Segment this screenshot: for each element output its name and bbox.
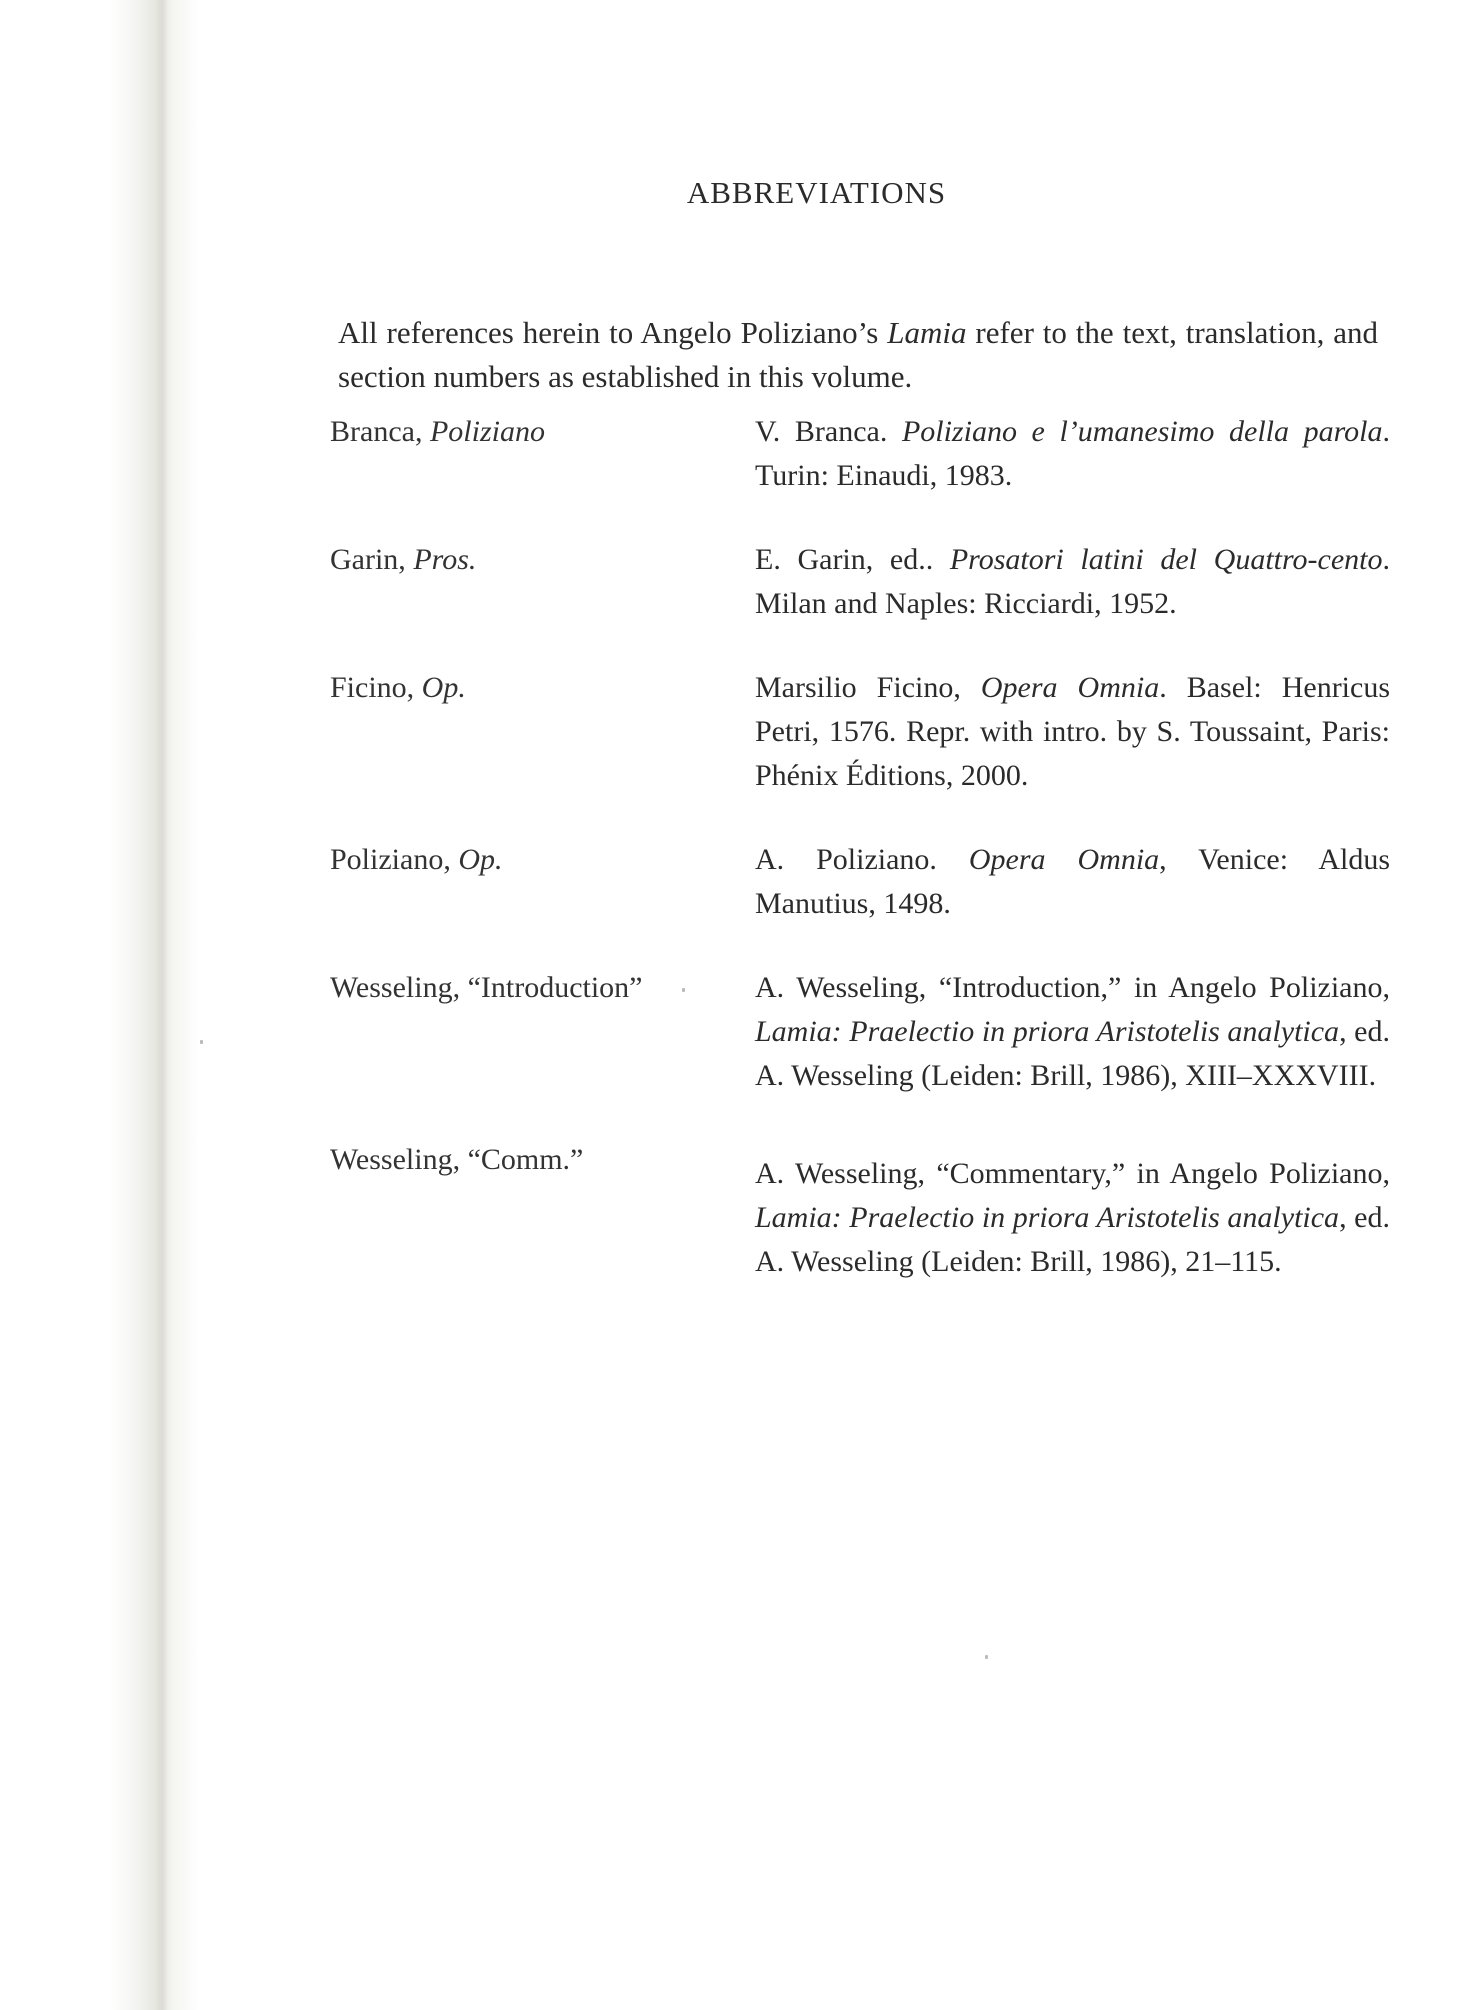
abbr-plain: Garin, — [330, 543, 414, 576]
abbreviation-term — [330, 666, 755, 798]
abbr-plain: Wesseling, “Introduction” — [330, 971, 643, 1004]
abbreviation-entry — [330, 666, 1390, 798]
abbr-plain: Wesseling, “Comm.” — [330, 1143, 584, 1176]
page-fold-line — [157, 0, 167, 2010]
abbreviation-list — [330, 410, 1390, 1324]
abbreviation-entry — [330, 966, 1390, 1098]
ref-part: Marsilio Ficino, — [755, 671, 981, 704]
abbr-plain: Poliziano, — [330, 843, 459, 876]
abbr-italic: Poliziano — [429, 415, 545, 448]
abbr-plain: Ficino, — [330, 671, 422, 704]
book-gutter-shadow — [110, 0, 200, 2010]
abbreviation-term — [330, 1138, 755, 1284]
ref-part: , Venice: Aldus Manutius, 1498. — [755, 843, 1390, 920]
abbreviation-term — [330, 538, 755, 626]
ref-title: Opera Omnia — [980, 671, 1160, 704]
abbreviation-entry — [330, 1138, 1390, 1284]
ref-part: A. Wesseling, “Commentary,” in Angelo Poliziano, — [755, 1157, 1390, 1190]
paper-speck — [985, 1655, 988, 1659]
ref-part: . Turin: Einaudi, 1983. — [755, 415, 1390, 492]
intro-paragraph — [338, 311, 1378, 399]
abbr-italic: Op. — [421, 671, 466, 704]
ref-part: V. Branca. — [755, 415, 902, 448]
abbr-italic: Op. — [458, 843, 503, 876]
abbreviation-term — [330, 838, 755, 926]
abbr-italic: Pros. — [413, 543, 477, 576]
ref-title: Prosatori latini del Quattro-cento — [949, 543, 1383, 576]
ref-part: . Basel: Henricus Petri, 1576. Repr. with intro. by S. Toussaint, Paris: Phénix Éditions, 2000. — [755, 671, 1391, 792]
intro-text-before: All references herein to Angelo Poliziano’s — [338, 315, 888, 350]
ref-title: Lamia: Praelectio in priora Aristotelis analytica — [755, 1201, 1340, 1234]
reference-text — [755, 838, 1390, 926]
ref-part: , ed. A. Wesseling (Leiden: Brill, 1986), XIII–XXXVIII. — [755, 1015, 1390, 1092]
reference-text — [755, 410, 1390, 498]
ref-part: , ed. A. Wesseling (Leiden: Brill, 1986), 21–115. — [755, 1201, 1390, 1278]
abbreviation-entry — [330, 410, 1390, 498]
reference-text — [755, 1138, 1390, 1284]
ref-title: Opera Omnia — [968, 843, 1160, 876]
abbreviation-term — [330, 966, 755, 1098]
ref-title: Lamia: Praelectio in priora Aristotelis analytica — [755, 1015, 1340, 1048]
ref-title: Poliziano e l’umanesimo della parola — [901, 415, 1383, 448]
ref-part: A. Poliziano. — [755, 843, 969, 876]
reference-text — [755, 666, 1390, 798]
abbreviation-entry — [330, 538, 1390, 626]
ref-part: E. Garin, ed.. — [755, 543, 950, 576]
ref-part: . Milan and Naples: Ricciardi, 1952. — [755, 543, 1391, 620]
intro-text-after: refer to the text, translation, and section numbers as established in this volume. — [338, 315, 1378, 394]
intro-text-italic: Lamia — [887, 315, 967, 350]
reference-text — [755, 538, 1390, 626]
abbr-plain: Branca, — [330, 415, 430, 448]
abbreviation-entry — [330, 838, 1390, 926]
reference-text — [755, 966, 1390, 1098]
abbreviation-term — [330, 410, 755, 498]
page-heading: ABBREVIATIONS — [686, 175, 947, 210]
paper-speck — [200, 1040, 203, 1044]
ref-part: A. Wesseling, “Introduction,” in Angelo Poliziano, — [755, 971, 1390, 1004]
